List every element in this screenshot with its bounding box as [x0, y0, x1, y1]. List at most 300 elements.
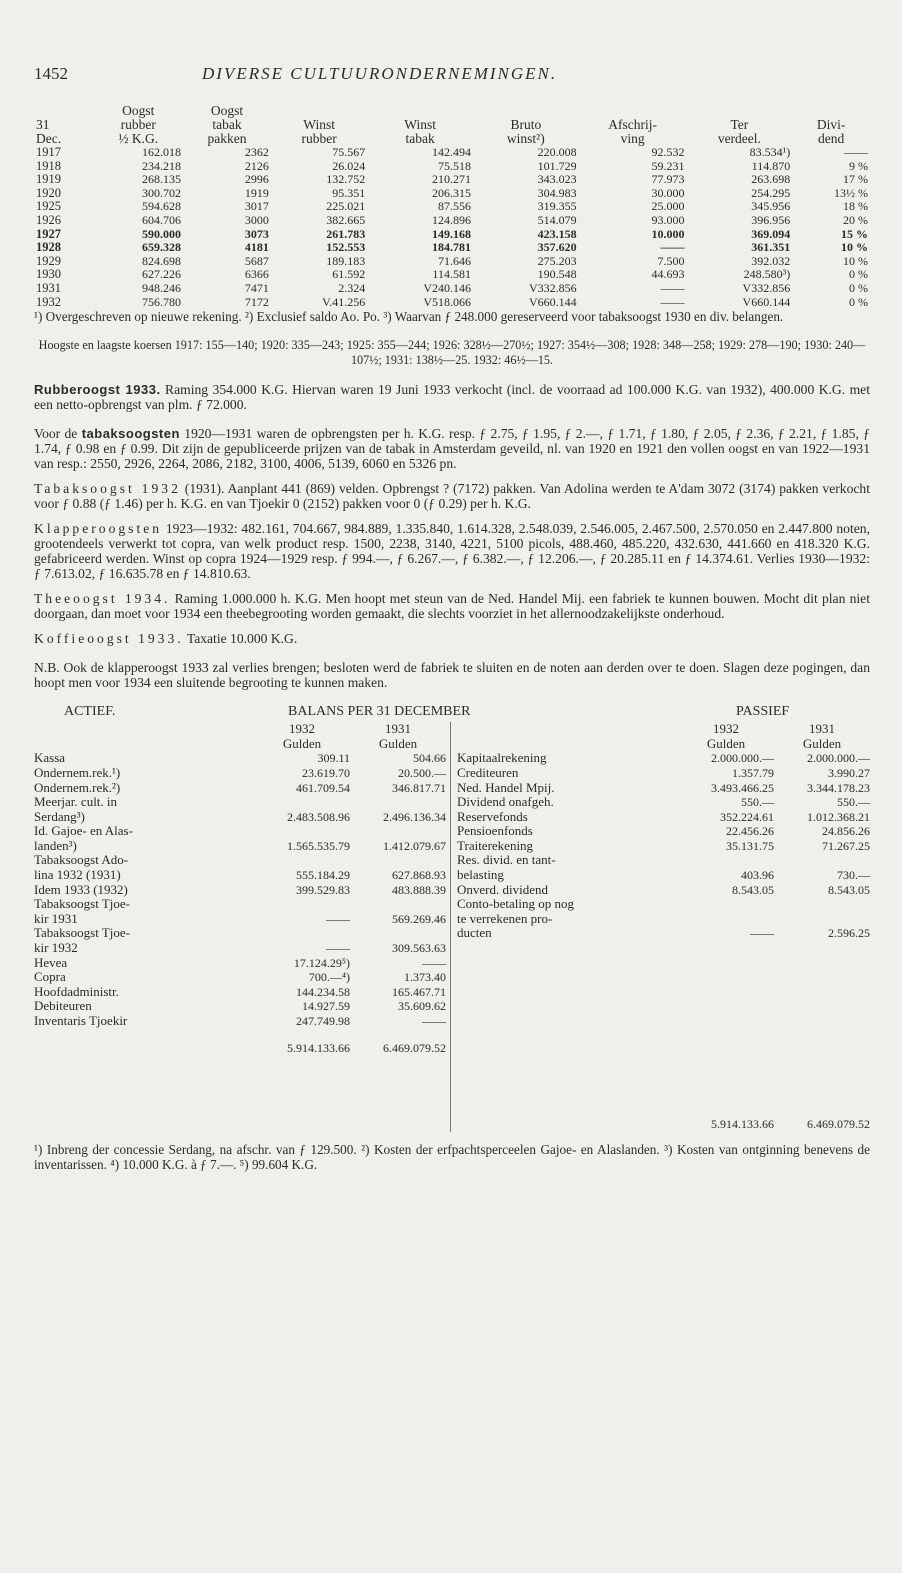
balance-item-value	[678, 853, 774, 868]
table-cell: 149.168	[431, 226, 471, 241]
table-cell: 756.780	[142, 294, 182, 309]
rubberoogst-heading: Rubberoogst 1933.	[34, 382, 161, 398]
balance-row	[457, 897, 870, 912]
table-cell: 357.620	[537, 240, 577, 255]
table-cell: 1927	[36, 226, 61, 241]
table-cell: 396.956	[751, 212, 791, 227]
balance-item-value: 550.—	[741, 795, 774, 810]
table-row	[34, 160, 870, 174]
assets-column	[34, 722, 451, 1132]
table-cell: 142.494	[431, 145, 471, 159]
table-cell: 1930	[36, 267, 61, 282]
balance-item-label: Pensioenfonds	[457, 824, 533, 839]
balance-footnotes: ¹) Inbreng der concessie Serdang, na afschr. van ƒ 129.500. ²) Kosten der erfpachtsperceelen Gajoe- en Alaslanden. ³) Kosten van ontginning benevens de inventarissen. ⁴) 10.000 K.G. à ƒ 7.—. ⁵) 99.604 K.G.	[34, 1141, 870, 1172]
balance-item-value: 2.596.25	[828, 926, 870, 941]
balance-item-value: 22.456.26	[726, 824, 774, 839]
balance-row	[34, 926, 446, 941]
table-cell: 234.218	[142, 158, 182, 173]
table-cell: V660.144	[529, 294, 577, 309]
table-cell: V660.144	[742, 294, 791, 309]
table-cell: 369.094	[751, 226, 791, 241]
table-cell: 343.023	[537, 172, 577, 187]
table-cell: V240.146	[423, 280, 471, 295]
koffieoogst-text: Taxatie 10.000 K.G.	[183, 631, 298, 647]
table-cell: 71.646	[437, 253, 471, 268]
column-header-line: Dec.	[36, 131, 62, 146]
balance-item-value: 2.000.000.—	[711, 751, 774, 766]
table-cell: 95.351	[332, 185, 366, 200]
column-header-line: verdeel.	[717, 131, 761, 146]
table-cell: ——	[844, 145, 868, 159]
balance-row	[457, 781, 870, 796]
balance-item-value: 8.543.05	[828, 882, 870, 897]
column-header	[687, 104, 793, 146]
table-cell: 263.698	[751, 172, 791, 187]
column-header-line: Bruto	[510, 117, 542, 132]
liabilities-year-1931: 1931	[809, 721, 835, 737]
balance-item-label: Dividend onafgeh.	[457, 795, 554, 810]
column-header-line: tabak	[212, 117, 242, 132]
liabilities-years-row	[457, 722, 870, 737]
column-header-line: 31	[36, 117, 50, 132]
balance-item-value: 403.96	[741, 868, 774, 883]
balance-item-value: 3.344.178.23	[807, 780, 870, 795]
assets-year-1932: 1932	[289, 721, 315, 737]
table-cell: 1925	[36, 199, 61, 214]
liabilities-total-1931: 6.469.079.52	[807, 1117, 870, 1132]
balance-item-value: 165.467.71	[392, 984, 446, 999]
table-cell: 1928	[36, 240, 61, 255]
balance-item-value: 24.856.26	[822, 824, 870, 839]
table-cell: ——	[660, 280, 685, 295]
balance-item-value: 35.609.62	[398, 999, 446, 1014]
balance-item-value	[678, 912, 774, 927]
balance-item-value: 352.224.61	[720, 809, 774, 824]
balance-item-value	[774, 897, 870, 912]
balance-row	[34, 1014, 446, 1029]
balance-row	[457, 839, 870, 854]
assets-unit-row	[34, 737, 446, 752]
table-cell: 254.295	[751, 185, 791, 200]
column-header	[367, 104, 473, 146]
balance-row	[457, 883, 870, 898]
tabak-prefix: Voor de	[34, 426, 82, 442]
table-cell: 7172	[244, 294, 269, 309]
liabilities-unit-1931: Gulden	[802, 735, 842, 751]
balance-item-value: ——	[326, 911, 350, 926]
table-cell: 92.532	[651, 145, 685, 159]
balance-item-value: ——	[422, 955, 446, 970]
table-cell: 590.000	[142, 226, 182, 241]
table-cell: 4181	[244, 240, 269, 255]
table-cell: 1919	[36, 172, 61, 187]
balance-item-value	[350, 897, 446, 912]
balance-row	[34, 912, 446, 927]
balance-item-value	[254, 795, 350, 810]
column-header-line: rubber	[120, 117, 156, 132]
column-header-line: winst²)	[506, 131, 545, 146]
table-cell: 0 %	[849, 280, 868, 295]
table-cell: 87.556	[437, 199, 471, 214]
balance-item-value: 569.269.46	[392, 911, 446, 926]
table-cell: 594.628	[142, 199, 182, 214]
table-cell: 1929	[36, 253, 61, 268]
table-cell: 248.580³)	[743, 267, 791, 282]
table-cell: 83.534¹)	[749, 145, 791, 159]
balance-item-label: landen³)	[34, 838, 77, 853]
table-cell: 1932	[36, 294, 61, 309]
balance-item-value: 309.563.63	[392, 941, 446, 956]
table-cell: V332.856	[742, 280, 791, 295]
balance-item-label: Debiteuren	[34, 999, 92, 1014]
klapperoogsten-paragraph	[34, 521, 870, 581]
balance-item-value: 17.124.29⁵)	[293, 955, 350, 970]
table-cell: 3017	[244, 199, 269, 214]
liabilities-unit-row	[457, 737, 870, 752]
balance-item-value: 2.496.136.34	[383, 809, 446, 824]
column-header	[792, 104, 870, 146]
column-header-line: dend	[817, 131, 845, 146]
balance-row	[34, 956, 446, 971]
balance-row	[34, 985, 446, 1000]
column-header-line: ving	[620, 131, 645, 146]
liabilities-column	[451, 722, 870, 1132]
table-cell: 345.956	[751, 199, 791, 214]
balance-item-label: Hevea	[34, 955, 68, 970]
table-row	[34, 228, 870, 242]
balance-row	[34, 999, 446, 1014]
running-title: DIVERSE CULTUURONDERNEMINGEN.	[202, 64, 558, 83]
balance-row	[457, 824, 870, 839]
balance-item-value: 1.357.79	[732, 765, 774, 780]
table-cell: 61.592	[332, 267, 366, 282]
tabaksoogst-text: (1931). Aanplant 441 (869) velden. Opbrengst ? (7172) pakken. Van Adolina werden te A'dam 3072 (3174) pakken verkocht voor ƒ 0.88 (ƒ 1.46) per h. K.G. en van Tjoekir 0 (2152) pakken voor 0 (ƒ 0.29) per h. K.G.	[34, 481, 870, 512]
balance-item-value	[254, 926, 350, 941]
balance-item-value: 3.990.27	[828, 765, 870, 780]
balance-row	[34, 839, 446, 854]
balance-item-value	[350, 926, 446, 941]
balance-item-label: Copra	[34, 970, 66, 985]
balance-item-label: Ned. Handel Mpij.	[457, 780, 555, 795]
table-cell: 268.135	[142, 172, 182, 187]
balance-item-value: 23.619.70	[302, 765, 350, 780]
balance-row	[34, 781, 446, 796]
balance-item-value	[774, 912, 870, 927]
page	[34, 60, 870, 1172]
koffieoogst-paragraph	[34, 631, 870, 646]
table-cell: 304.983	[537, 185, 577, 200]
running-header	[34, 60, 870, 90]
balance-item-label: Ondernem.rek.¹)	[34, 765, 121, 780]
rubberoogst-paragraph	[34, 382, 870, 412]
assets-years-row	[34, 722, 446, 737]
table-cell: 184.781	[431, 240, 471, 255]
table-row	[34, 187, 870, 201]
klapperoogsten-heading: Klapperoogsten	[34, 521, 163, 537]
table-cell: 659.328	[142, 240, 182, 255]
table-cell: 1919	[244, 185, 269, 200]
balance-item-label: Tabaksoogst Tjoe-	[34, 897, 130, 912]
tabak-prijzen-text: 1920—1931 waren de opbrengsten per h. K.G. resp. ƒ 2.75, ƒ 1.95, ƒ 2.—, ƒ 1.71, ƒ 1.80, ƒ 2.05, ƒ 2.36, ƒ 2.21, ƒ 1.85, ƒ 1.74, ƒ 0.98 en ƒ 0.99. Dit zijn de gepubliceerde prijzen van de tabak in Amsterdam geveild, nl. van 1920 en 1921 den vollen oogst en van 1922—1931 van resp.: 2550, 2926, 2264, 2086, 2182, 3100, 4006, 5139, 6060 en 5326 pn.	[34, 426, 870, 472]
balance-item-value: 2.483.508.96	[287, 809, 350, 824]
balance-item-value: 627.868.93	[392, 868, 446, 883]
column-header-line: pakken	[207, 131, 247, 146]
theeoogst-text: Raming 1.000.000 h. K.G. Men hoopt met steun van de Ned. Handel Mij. een fabriek te kunnen bouwen. Mocht dit plan niet doorgaan, dan moet voor 1934 een theebegrooting worden gemaakt, die slechts voorziet in het allernoodzakelijkste onderhoud.	[34, 591, 870, 622]
table-cell: 1918	[36, 158, 61, 173]
balance-item-value	[254, 824, 350, 839]
table-cell: 25.000	[651, 199, 685, 214]
table-cell: 93.000	[651, 212, 685, 227]
balance-row	[34, 868, 446, 883]
balance-item-label: Traiterekening	[457, 838, 534, 853]
balance-item-value: 550.—	[837, 795, 870, 810]
balance-row	[457, 912, 870, 927]
balance-item-value: 346.817.71	[392, 780, 446, 795]
balance-row	[457, 810, 870, 825]
table-cell: V.41.256	[322, 294, 366, 309]
balance-item-label: ducten	[457, 926, 492, 941]
table-row	[34, 241, 870, 255]
table-row	[34, 268, 870, 282]
balance-item-label: Kassa	[34, 751, 66, 766]
column-header-line: Oogst	[122, 103, 155, 118]
balance-row	[34, 824, 446, 839]
column-header	[94, 104, 183, 146]
table-cell: 225.021	[326, 199, 366, 214]
table-cell: 7.500	[657, 253, 685, 268]
column-header	[271, 104, 367, 146]
table-cell: 189.183	[326, 253, 366, 268]
balance-item-value: ——	[422, 1014, 446, 1028]
table-cell: 261.783	[326, 226, 366, 241]
balance-row	[34, 897, 446, 912]
balance-item-value: 1.565.535.79	[287, 838, 350, 853]
table-cell: 18 %	[843, 199, 868, 214]
tabak-prijzen-paragraph	[34, 426, 870, 471]
column-header	[579, 104, 687, 146]
table-row	[34, 200, 870, 214]
column-header-line: Oogst	[210, 103, 244, 118]
table-cell: 132.752	[326, 172, 366, 187]
balance-item-value: 555.184.29	[296, 868, 350, 883]
liabilities-total-row	[457, 1117, 870, 1132]
balance-item-label: Crediteuren	[457, 765, 519, 780]
balance-item-label: Idem 1933 (1932)	[34, 882, 128, 897]
table-cell: 300.702	[142, 185, 182, 200]
table-cell: 3000	[244, 212, 269, 227]
table-footnotes: ¹) Overgeschreven op nieuwe rekening. ²) Exclusief saldo Ao. Po. ³) Waarvan ƒ 248.000 gereserveerd voor tabaksoogst 1930 en div. belangen.	[34, 309, 784, 325]
balance-item-value: ——	[326, 941, 350, 956]
balance-item-value: 1.373.40	[404, 970, 446, 985]
balance-row	[457, 926, 870, 941]
actief-label: ACTIEF.	[64, 704, 116, 720]
balance-item-label: kir 1931	[34, 911, 78, 926]
balance-item-value: 35.131.75	[726, 838, 774, 853]
table-cell: 392.032	[751, 253, 791, 268]
table-cell: 101.729	[537, 158, 577, 173]
table-cell: 44.693	[651, 267, 685, 282]
table-cell: 75.567	[332, 145, 366, 159]
balance-item-label: Res. divid. en tant-	[457, 853, 556, 868]
balance-sheet	[34, 722, 870, 1132]
table-cell: 0 %	[849, 267, 868, 282]
balance-item-value: 483.888.39	[392, 882, 446, 897]
balance-item-value: 14.927.59	[302, 999, 350, 1014]
table-cell: 210.271	[431, 172, 471, 187]
theeoogst-paragraph	[34, 591, 870, 621]
table-cell: 13½ %	[834, 185, 868, 200]
tabaksoogst-heading: Tabaksoogst 1932	[34, 481, 181, 497]
table-cell: 2996	[244, 172, 269, 187]
balance-item-value: 3.493.466.25	[711, 780, 774, 795]
balance-item-value: 8.543.05	[732, 882, 774, 897]
balance-item-label: Tabaksoogst Ado-	[34, 853, 129, 868]
table-row	[34, 282, 870, 296]
balance-title: BALANS PER 31 DECEMBER	[288, 704, 471, 720]
column-header-line: Afschrij-	[608, 117, 657, 132]
table-cell: 7471	[244, 280, 269, 295]
table-cell: 162.018	[142, 145, 182, 159]
table-cell: 10 %	[843, 253, 868, 268]
column-header-line: ½ K.G.	[118, 131, 159, 146]
balance-item-value: ——	[750, 926, 774, 941]
balance-item-label: lina 1932 (1931)	[34, 868, 121, 883]
table-cell: 10 %	[841, 240, 868, 255]
balance-item-label: belasting	[457, 868, 504, 883]
column-header-line: tabak	[405, 131, 435, 146]
balance-item-value	[350, 853, 446, 868]
table-cell: 190.548	[537, 267, 577, 282]
column-header-line: Divi-	[816, 117, 846, 132]
balance-row	[457, 853, 870, 868]
balance-item-label: Onverd. dividend	[457, 882, 548, 897]
table-cell: 6366	[244, 267, 269, 282]
balance-item-label: Hoofdadministr.	[34, 984, 119, 999]
table-cell: 361.351	[751, 240, 791, 255]
table-cell: 275.203	[537, 253, 577, 268]
table-cell: 206.315	[431, 185, 471, 200]
balance-item-value	[678, 897, 774, 912]
balance-item-value: 700.—⁴)	[308, 970, 350, 985]
balance-item-value	[350, 795, 446, 810]
nb-paragraph: N.B. Ook de klapperoogst 1933 zal verlies brengen; besloten werd de fabriek te sluiten en de noten aan derden over te doen. Slagen deze pogingen, dan hoopt men voor 1934 een sluitende begrooting te kunnen maken.	[34, 660, 870, 691]
table-cell: ——	[660, 294, 685, 309]
table-cell: 26.024	[332, 158, 366, 173]
column-header	[183, 104, 271, 146]
balance-item-value: 309.11	[317, 751, 350, 766]
balance-item-value	[350, 824, 446, 839]
table-cell: 0 %	[849, 294, 868, 309]
table-cell: 1917	[36, 145, 61, 159]
table-cell: 30.000	[651, 185, 685, 200]
koersen-paragraph: Hoogste en laagste koersen 1917: 155—140; 1920: 335—243; 1925: 355—244; 1926: 328½—270½; 1927: 354½—308; 1928: 348—258; 1929: 278—190; 1930: 240—107½; 1931: 138½—25. 1932: 46½—15.	[38, 338, 866, 368]
column-header-line: Winst	[404, 117, 436, 132]
balance-item-value	[254, 897, 350, 912]
balance-item-label: kir 1932	[34, 941, 78, 956]
table-row	[34, 296, 870, 310]
results-table	[34, 104, 870, 309]
balance-item-value: 504.66	[413, 751, 446, 766]
balance-row	[34, 810, 446, 825]
balance-heading	[34, 702, 870, 722]
table-cell: 59.231	[651, 158, 685, 173]
table-cell: 1920	[36, 185, 61, 200]
table-cell: 1926	[36, 212, 61, 227]
balance-item-value: 144.234.58	[296, 984, 350, 999]
balance-item-value: 71.267.25	[822, 838, 870, 853]
column-header	[34, 104, 94, 146]
table-row	[34, 146, 870, 160]
balance-item-value: 461.709.54	[296, 780, 350, 795]
column-header-line: rubber	[301, 131, 337, 146]
column-header	[473, 104, 579, 146]
assets-total-row	[34, 1041, 446, 1056]
balance-row	[457, 751, 870, 766]
balance-item-label: Serdang³)	[34, 809, 85, 824]
table-cell: 3073	[244, 226, 269, 241]
balance-item-value: 2.000.000.—	[807, 751, 870, 766]
balance-row	[34, 853, 446, 868]
table-cell: 20 %	[843, 212, 868, 227]
theeoogst-heading: Theeoogst 1934.	[34, 591, 171, 607]
balance-item-value: 1.012.368.21	[807, 809, 870, 824]
assets-unit-1931: Gulden	[378, 735, 418, 751]
table-cell: 2.324	[338, 280, 366, 295]
balance-row	[34, 795, 446, 810]
koffieoogst-heading: Koffieoogst 1933.	[34, 631, 184, 647]
liabilities-year-1932: 1932	[713, 721, 739, 737]
rubberoogst-text: Raming 354.000 K.G. Hiervan waren 19 Juni 1933 verkocht (incl. de voorraad ad 100.000 K.G. van 1932), 400.000 K.G. met een netto-opbrengst van plm. ƒ 72.000.	[34, 382, 870, 413]
table-cell: V332.856	[529, 280, 577, 295]
balance-item-value: 247.749.98	[296, 1014, 350, 1028]
column-header-line: Winst	[303, 117, 335, 132]
balance-item-label: Conto-betaling op nog	[457, 897, 574, 912]
table-cell: V518.066	[423, 294, 471, 309]
balance-row	[34, 766, 446, 781]
table-cell: 114.581	[432, 267, 471, 282]
assets-year-1931: 1931	[385, 721, 411, 737]
table-cell: 1931	[36, 280, 61, 295]
table-cell: ——	[660, 240, 685, 255]
table-cell: 824.698	[142, 253, 182, 268]
table-cell: 2362	[244, 145, 269, 159]
table-cell: 948.246	[142, 280, 182, 295]
tabaksoogst-paragraph	[34, 481, 870, 511]
balance-row	[457, 795, 870, 810]
assets-total-1932: 5.914.133.66	[287, 1040, 350, 1055]
assets-total-1931: 6.469.079.52	[383, 1040, 446, 1055]
page-number: 1452	[34, 64, 68, 83]
table-cell: 220.008	[537, 145, 577, 159]
klapperoogsten-text: 1923—1932: 482.161, 704.667, 984.889, 1.335.840, 1.614.328, 2.548.039, 2.546.005, 2.467.500, 2.570.050 en 2.447.800 noten, grootendeels verwerkt tot copra, van welk product resp. 1500, 2238, 3140, 4221, 5100 picols, 488.460, 485.220, 432.630, 441.660 en 418.320 K.G. gefabriceerd werden. Winst op copra 1924—1929 resp. ƒ 994.—, ƒ 6.267.—, ƒ 6.382.—, ƒ 12.206.—, ƒ 20.285.11 en ƒ 14.374.61. Verlies 1930—1932: ƒ 7.613.02, ƒ 16.635.78 en ƒ 14.810.63.	[34, 521, 870, 582]
table-cell: 423.158	[537, 226, 577, 241]
table-cell: 17 %	[843, 172, 868, 187]
table-cell: 2126	[244, 158, 269, 173]
assets-unit-1932: Gulden	[282, 735, 322, 751]
balance-item-value: 1.412.079.67	[383, 838, 446, 853]
balance-item-value: 399.529.83	[296, 882, 350, 897]
balance-item-label: Tabaksoogst Tjoe-	[34, 926, 130, 941]
table-row	[34, 255, 870, 269]
passief-label: PASSIEF	[736, 704, 790, 720]
table-header	[34, 104, 870, 146]
table-cell: 152.553	[326, 240, 366, 255]
balance-item-label: te verrekenen pro-	[457, 911, 553, 926]
table-cell: 627.226	[142, 267, 182, 282]
balance-item-label: Meerjar. cult. in	[34, 795, 118, 810]
table-cell: 5687	[244, 253, 269, 268]
balance-row	[34, 883, 446, 898]
